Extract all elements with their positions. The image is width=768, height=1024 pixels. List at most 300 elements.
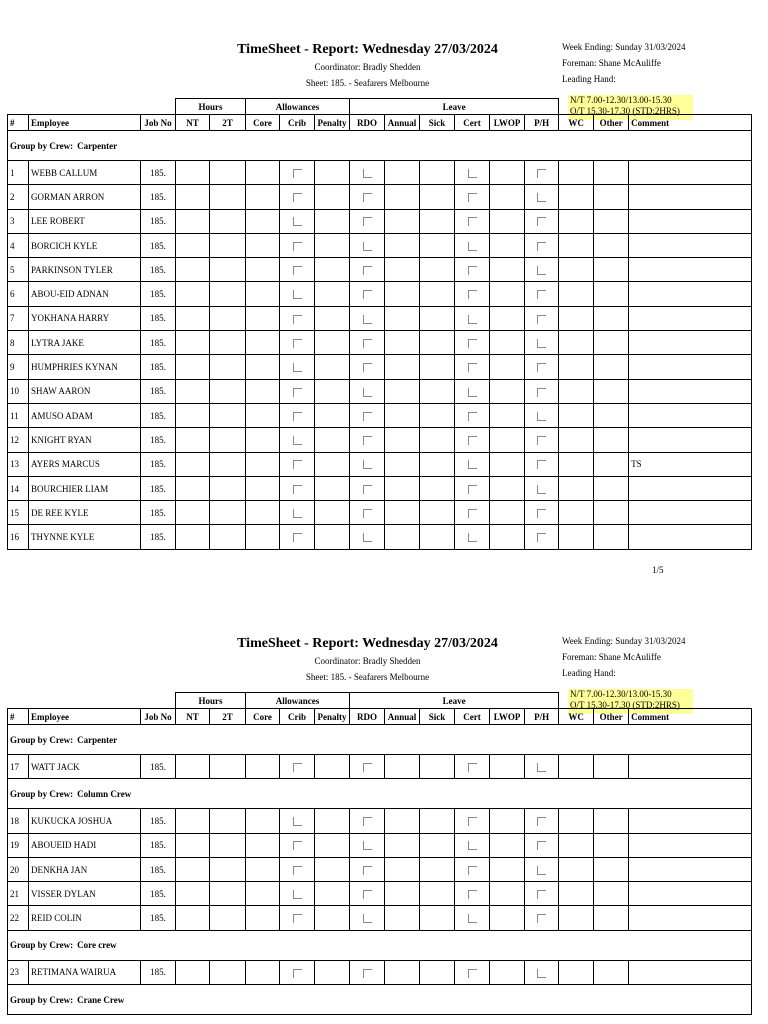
checkbox[interactable] bbox=[468, 866, 477, 875]
time-entry-cell[interactable] bbox=[280, 306, 315, 330]
time-entry-cell[interactable] bbox=[420, 809, 455, 833]
time-entry-cell[interactable] bbox=[594, 809, 629, 833]
time-entry-cell[interactable] bbox=[246, 476, 280, 500]
time-entry-cell[interactable] bbox=[594, 185, 629, 209]
time-entry-cell[interactable] bbox=[176, 331, 210, 355]
time-entry-cell[interactable] bbox=[280, 960, 315, 984]
checkbox[interactable] bbox=[468, 242, 477, 251]
comment-cell[interactable] bbox=[629, 355, 752, 379]
checkbox[interactable] bbox=[468, 412, 477, 421]
time-entry-cell[interactable] bbox=[559, 525, 594, 549]
checkbox[interactable] bbox=[537, 460, 546, 469]
time-entry-cell[interactable] bbox=[246, 428, 280, 452]
time-entry-cell[interactable] bbox=[525, 755, 559, 779]
time-entry-cell[interactable] bbox=[246, 857, 280, 881]
time-entry-cell[interactable] bbox=[246, 525, 280, 549]
comment-cell[interactable] bbox=[629, 809, 752, 833]
time-entry-cell[interactable] bbox=[594, 960, 629, 984]
time-entry-cell[interactable] bbox=[176, 882, 210, 906]
time-entry-cell[interactable] bbox=[315, 525, 350, 549]
checkbox[interactable] bbox=[537, 866, 546, 875]
time-entry-cell[interactable] bbox=[246, 906, 280, 930]
time-entry-cell[interactable] bbox=[176, 403, 210, 427]
time-entry-cell[interactable] bbox=[455, 882, 490, 906]
time-entry-cell[interactable] bbox=[420, 161, 455, 185]
checkbox[interactable] bbox=[363, 763, 372, 772]
time-entry-cell[interactable] bbox=[315, 960, 350, 984]
time-entry-cell[interactable] bbox=[594, 833, 629, 857]
time-entry-cell[interactable] bbox=[350, 331, 385, 355]
time-entry-cell[interactable] bbox=[385, 906, 420, 930]
checkbox[interactable] bbox=[468, 193, 477, 202]
time-entry-cell[interactable] bbox=[490, 379, 525, 403]
time-entry-cell[interactable] bbox=[525, 476, 559, 500]
time-entry-cell[interactable] bbox=[210, 452, 246, 476]
checkbox[interactable] bbox=[537, 266, 546, 275]
time-entry-cell[interactable] bbox=[176, 379, 210, 403]
time-entry-cell[interactable] bbox=[455, 282, 490, 306]
time-entry-cell[interactable] bbox=[280, 331, 315, 355]
time-entry-cell[interactable] bbox=[559, 960, 594, 984]
time-entry-cell[interactable] bbox=[315, 403, 350, 427]
checkbox[interactable] bbox=[363, 914, 372, 923]
time-entry-cell[interactable] bbox=[350, 525, 385, 549]
checkbox[interactable] bbox=[468, 266, 477, 275]
checkbox[interactable] bbox=[293, 969, 302, 978]
time-entry-cell[interactable] bbox=[455, 452, 490, 476]
checkbox[interactable] bbox=[537, 242, 546, 251]
time-entry-cell[interactable] bbox=[420, 501, 455, 525]
time-entry-cell[interactable] bbox=[280, 755, 315, 779]
time-entry-cell[interactable] bbox=[455, 833, 490, 857]
time-entry-cell[interactable] bbox=[246, 379, 280, 403]
time-entry-cell[interactable] bbox=[315, 882, 350, 906]
time-entry-cell[interactable] bbox=[525, 379, 559, 403]
time-entry-cell[interactable] bbox=[350, 355, 385, 379]
comment-cell[interactable] bbox=[629, 755, 752, 779]
time-entry-cell[interactable] bbox=[455, 755, 490, 779]
comment-cell[interactable] bbox=[629, 906, 752, 930]
time-entry-cell[interactable] bbox=[315, 833, 350, 857]
time-entry-cell[interactable] bbox=[315, 161, 350, 185]
time-entry-cell[interactable] bbox=[176, 755, 210, 779]
checkbox[interactable] bbox=[293, 412, 302, 421]
time-entry-cell[interactable] bbox=[280, 379, 315, 403]
time-entry-cell[interactable] bbox=[350, 501, 385, 525]
checkbox[interactable] bbox=[537, 969, 546, 978]
time-entry-cell[interactable] bbox=[246, 258, 280, 282]
checkbox[interactable] bbox=[537, 436, 546, 445]
checkbox[interactable] bbox=[293, 841, 302, 850]
time-entry-cell[interactable] bbox=[559, 882, 594, 906]
time-entry-cell[interactable] bbox=[490, 857, 525, 881]
time-entry-cell[interactable] bbox=[246, 355, 280, 379]
checkbox[interactable] bbox=[468, 339, 477, 348]
checkbox[interactable] bbox=[468, 509, 477, 518]
time-entry-cell[interactable] bbox=[490, 501, 525, 525]
time-entry-cell[interactable] bbox=[350, 282, 385, 306]
time-entry-cell[interactable] bbox=[559, 161, 594, 185]
time-entry-cell[interactable] bbox=[210, 476, 246, 500]
comment-cell[interactable] bbox=[629, 960, 752, 984]
comment-cell[interactable] bbox=[629, 209, 752, 233]
time-entry-cell[interactable] bbox=[455, 233, 490, 257]
time-entry-cell[interactable] bbox=[385, 282, 420, 306]
checkbox[interactable] bbox=[537, 533, 546, 542]
time-entry-cell[interactable] bbox=[385, 306, 420, 330]
time-entry-cell[interactable] bbox=[280, 233, 315, 257]
time-entry-cell[interactable] bbox=[559, 209, 594, 233]
checkbox[interactable] bbox=[293, 266, 302, 275]
time-entry-cell[interactable] bbox=[350, 833, 385, 857]
time-entry-cell[interactable] bbox=[490, 476, 525, 500]
time-entry-cell[interactable] bbox=[176, 282, 210, 306]
time-entry-cell[interactable] bbox=[315, 233, 350, 257]
time-entry-cell[interactable] bbox=[280, 258, 315, 282]
checkbox[interactable] bbox=[537, 509, 546, 518]
checkbox[interactable] bbox=[468, 169, 477, 178]
time-entry-cell[interactable] bbox=[420, 906, 455, 930]
time-entry-cell[interactable] bbox=[246, 282, 280, 306]
checkbox[interactable] bbox=[293, 339, 302, 348]
time-entry-cell[interactable] bbox=[246, 161, 280, 185]
time-entry-cell[interactable] bbox=[594, 258, 629, 282]
checkbox[interactable] bbox=[468, 763, 477, 772]
time-entry-cell[interactable] bbox=[350, 906, 385, 930]
time-entry-cell[interactable] bbox=[210, 525, 246, 549]
time-entry-cell[interactable] bbox=[525, 833, 559, 857]
time-entry-cell[interactable] bbox=[594, 755, 629, 779]
time-entry-cell[interactable] bbox=[594, 428, 629, 452]
time-entry-cell[interactable] bbox=[525, 428, 559, 452]
time-entry-cell[interactable] bbox=[594, 161, 629, 185]
time-entry-cell[interactable] bbox=[385, 501, 420, 525]
time-entry-cell[interactable] bbox=[385, 809, 420, 833]
time-entry-cell[interactable] bbox=[559, 355, 594, 379]
time-entry-cell[interactable] bbox=[280, 476, 315, 500]
time-entry-cell[interactable] bbox=[559, 833, 594, 857]
time-entry-cell[interactable] bbox=[210, 906, 246, 930]
time-entry-cell[interactable] bbox=[594, 403, 629, 427]
checkbox[interactable] bbox=[293, 315, 302, 324]
time-entry-cell[interactable] bbox=[420, 185, 455, 209]
time-entry-cell[interactable] bbox=[385, 258, 420, 282]
time-entry-cell[interactable] bbox=[210, 833, 246, 857]
time-entry-cell[interactable] bbox=[315, 428, 350, 452]
checkbox[interactable] bbox=[293, 193, 302, 202]
time-entry-cell[interactable] bbox=[559, 906, 594, 930]
time-entry-cell[interactable] bbox=[490, 428, 525, 452]
time-entry-cell[interactable] bbox=[176, 233, 210, 257]
time-entry-cell[interactable] bbox=[280, 161, 315, 185]
checkbox[interactable] bbox=[468, 969, 477, 978]
time-entry-cell[interactable] bbox=[490, 209, 525, 233]
checkbox[interactable] bbox=[363, 890, 372, 899]
time-entry-cell[interactable] bbox=[455, 306, 490, 330]
checkbox[interactable] bbox=[468, 841, 477, 850]
time-entry-cell[interactable] bbox=[210, 185, 246, 209]
time-entry-cell[interactable] bbox=[176, 161, 210, 185]
time-entry-cell[interactable] bbox=[559, 755, 594, 779]
checkbox[interactable] bbox=[468, 315, 477, 324]
time-entry-cell[interactable] bbox=[525, 282, 559, 306]
time-entry-cell[interactable] bbox=[385, 525, 420, 549]
time-entry-cell[interactable] bbox=[176, 833, 210, 857]
checkbox[interactable] bbox=[468, 890, 477, 899]
time-entry-cell[interactable] bbox=[210, 355, 246, 379]
checkbox[interactable] bbox=[363, 509, 372, 518]
time-entry-cell[interactable] bbox=[246, 501, 280, 525]
checkbox[interactable] bbox=[293, 290, 302, 299]
time-entry-cell[interactable] bbox=[559, 809, 594, 833]
time-entry-cell[interactable] bbox=[176, 476, 210, 500]
time-entry-cell[interactable] bbox=[455, 185, 490, 209]
time-entry-cell[interactable] bbox=[490, 525, 525, 549]
comment-cell[interactable] bbox=[629, 161, 752, 185]
checkbox[interactable] bbox=[537, 217, 546, 226]
time-entry-cell[interactable] bbox=[525, 525, 559, 549]
time-entry-cell[interactable] bbox=[315, 355, 350, 379]
time-entry-cell[interactable] bbox=[594, 331, 629, 355]
comment-cell[interactable] bbox=[629, 185, 752, 209]
comment-cell[interactable] bbox=[629, 501, 752, 525]
checkbox[interactable] bbox=[537, 290, 546, 299]
time-entry-cell[interactable] bbox=[176, 857, 210, 881]
time-entry-cell[interactable] bbox=[385, 233, 420, 257]
time-entry-cell[interactable] bbox=[315, 331, 350, 355]
checkbox[interactable] bbox=[293, 169, 302, 178]
comment-cell[interactable] bbox=[629, 428, 752, 452]
time-entry-cell[interactable] bbox=[420, 233, 455, 257]
time-entry-cell[interactable] bbox=[420, 209, 455, 233]
time-entry-cell[interactable] bbox=[280, 833, 315, 857]
time-entry-cell[interactable] bbox=[210, 306, 246, 330]
time-entry-cell[interactable] bbox=[246, 403, 280, 427]
time-entry-cell[interactable] bbox=[490, 452, 525, 476]
time-entry-cell[interactable] bbox=[490, 755, 525, 779]
checkbox[interactable] bbox=[293, 460, 302, 469]
time-entry-cell[interactable] bbox=[246, 452, 280, 476]
checkbox[interactable] bbox=[293, 817, 302, 826]
time-entry-cell[interactable] bbox=[420, 476, 455, 500]
time-entry-cell[interactable] bbox=[385, 428, 420, 452]
time-entry-cell[interactable] bbox=[385, 161, 420, 185]
comment-cell[interactable] bbox=[629, 306, 752, 330]
time-entry-cell[interactable] bbox=[455, 209, 490, 233]
checkbox[interactable] bbox=[468, 290, 477, 299]
time-entry-cell[interactable] bbox=[385, 857, 420, 881]
comment-cell[interactable] bbox=[629, 476, 752, 500]
comment-cell[interactable] bbox=[629, 379, 752, 403]
checkbox[interactable] bbox=[537, 763, 546, 772]
time-entry-cell[interactable] bbox=[350, 403, 385, 427]
checkbox[interactable] bbox=[468, 436, 477, 445]
time-entry-cell[interactable] bbox=[315, 258, 350, 282]
checkbox[interactable] bbox=[363, 315, 372, 324]
time-entry-cell[interactable] bbox=[594, 501, 629, 525]
time-entry-cell[interactable] bbox=[176, 809, 210, 833]
time-entry-cell[interactable] bbox=[210, 161, 246, 185]
time-entry-cell[interactable] bbox=[210, 282, 246, 306]
time-entry-cell[interactable] bbox=[385, 185, 420, 209]
time-entry-cell[interactable] bbox=[315, 282, 350, 306]
time-entry-cell[interactable] bbox=[350, 882, 385, 906]
checkbox[interactable] bbox=[468, 914, 477, 923]
time-entry-cell[interactable] bbox=[210, 331, 246, 355]
checkbox[interactable] bbox=[293, 866, 302, 875]
time-entry-cell[interactable] bbox=[350, 857, 385, 881]
time-entry-cell[interactable] bbox=[385, 355, 420, 379]
checkbox[interactable] bbox=[293, 436, 302, 445]
time-entry-cell[interactable] bbox=[350, 161, 385, 185]
time-entry-cell[interactable] bbox=[420, 857, 455, 881]
time-entry-cell[interactable] bbox=[559, 306, 594, 330]
time-entry-cell[interactable] bbox=[350, 306, 385, 330]
time-entry-cell[interactable] bbox=[455, 906, 490, 930]
time-entry-cell[interactable] bbox=[490, 355, 525, 379]
time-entry-cell[interactable] bbox=[176, 501, 210, 525]
checkbox[interactable] bbox=[537, 841, 546, 850]
time-entry-cell[interactable] bbox=[315, 501, 350, 525]
time-entry-cell[interactable] bbox=[455, 501, 490, 525]
time-entry-cell[interactable] bbox=[385, 403, 420, 427]
time-entry-cell[interactable] bbox=[525, 501, 559, 525]
checkbox[interactable] bbox=[537, 914, 546, 923]
time-entry-cell[interactable] bbox=[315, 755, 350, 779]
time-entry-cell[interactable] bbox=[315, 452, 350, 476]
time-entry-cell[interactable] bbox=[559, 282, 594, 306]
time-entry-cell[interactable] bbox=[210, 960, 246, 984]
comment-cell[interactable] bbox=[629, 258, 752, 282]
time-entry-cell[interactable] bbox=[210, 882, 246, 906]
checkbox[interactable] bbox=[537, 890, 546, 899]
time-entry-cell[interactable] bbox=[594, 857, 629, 881]
time-entry-cell[interactable] bbox=[455, 258, 490, 282]
checkbox[interactable] bbox=[468, 460, 477, 469]
time-entry-cell[interactable] bbox=[490, 833, 525, 857]
time-entry-cell[interactable] bbox=[210, 403, 246, 427]
time-entry-cell[interactable] bbox=[280, 857, 315, 881]
time-entry-cell[interactable] bbox=[246, 833, 280, 857]
time-entry-cell[interactable] bbox=[246, 306, 280, 330]
time-entry-cell[interactable] bbox=[176, 258, 210, 282]
checkbox[interactable] bbox=[293, 363, 302, 372]
time-entry-cell[interactable] bbox=[490, 809, 525, 833]
time-entry-cell[interactable] bbox=[455, 525, 490, 549]
time-entry-cell[interactable] bbox=[315, 476, 350, 500]
time-entry-cell[interactable] bbox=[385, 882, 420, 906]
time-entry-cell[interactable] bbox=[525, 331, 559, 355]
time-entry-cell[interactable] bbox=[210, 209, 246, 233]
checkbox[interactable] bbox=[293, 217, 302, 226]
time-entry-cell[interactable] bbox=[559, 428, 594, 452]
time-entry-cell[interactable] bbox=[420, 258, 455, 282]
time-entry-cell[interactable] bbox=[350, 960, 385, 984]
checkbox[interactable] bbox=[293, 533, 302, 542]
time-entry-cell[interactable] bbox=[594, 906, 629, 930]
checkbox[interactable] bbox=[293, 914, 302, 923]
checkbox[interactable] bbox=[293, 388, 302, 397]
time-entry-cell[interactable] bbox=[594, 476, 629, 500]
time-entry-cell[interactable] bbox=[176, 185, 210, 209]
time-entry-cell[interactable] bbox=[350, 452, 385, 476]
checkbox[interactable] bbox=[468, 363, 477, 372]
checkbox[interactable] bbox=[363, 290, 372, 299]
checkbox[interactable] bbox=[537, 315, 546, 324]
time-entry-cell[interactable] bbox=[455, 809, 490, 833]
time-entry-cell[interactable] bbox=[490, 960, 525, 984]
time-entry-cell[interactable] bbox=[594, 882, 629, 906]
time-entry-cell[interactable] bbox=[420, 755, 455, 779]
checkbox[interactable] bbox=[363, 817, 372, 826]
time-entry-cell[interactable] bbox=[525, 355, 559, 379]
time-entry-cell[interactable] bbox=[559, 452, 594, 476]
checkbox[interactable] bbox=[468, 817, 477, 826]
time-entry-cell[interactable] bbox=[385, 379, 420, 403]
time-entry-cell[interactable] bbox=[210, 258, 246, 282]
time-entry-cell[interactable] bbox=[210, 857, 246, 881]
time-entry-cell[interactable] bbox=[420, 882, 455, 906]
time-entry-cell[interactable] bbox=[176, 355, 210, 379]
time-entry-cell[interactable] bbox=[490, 161, 525, 185]
time-entry-cell[interactable] bbox=[559, 233, 594, 257]
time-entry-cell[interactable] bbox=[455, 428, 490, 452]
checkbox[interactable] bbox=[363, 363, 372, 372]
checkbox[interactable] bbox=[468, 533, 477, 542]
time-entry-cell[interactable] bbox=[420, 428, 455, 452]
time-entry-cell[interactable] bbox=[525, 857, 559, 881]
time-entry-cell[interactable] bbox=[490, 185, 525, 209]
time-entry-cell[interactable] bbox=[350, 258, 385, 282]
time-entry-cell[interactable] bbox=[594, 379, 629, 403]
checkbox[interactable] bbox=[363, 193, 372, 202]
time-entry-cell[interactable] bbox=[315, 185, 350, 209]
checkbox[interactable] bbox=[537, 412, 546, 421]
time-entry-cell[interactable] bbox=[559, 403, 594, 427]
comment-cell[interactable] bbox=[629, 882, 752, 906]
time-entry-cell[interactable] bbox=[350, 233, 385, 257]
time-entry-cell[interactable] bbox=[246, 809, 280, 833]
time-entry-cell[interactable] bbox=[490, 331, 525, 355]
time-entry-cell[interactable] bbox=[420, 379, 455, 403]
time-entry-cell[interactable] bbox=[315, 306, 350, 330]
checkbox[interactable] bbox=[537, 388, 546, 397]
time-entry-cell[interactable] bbox=[385, 476, 420, 500]
time-entry-cell[interactable] bbox=[490, 233, 525, 257]
time-entry-cell[interactable] bbox=[280, 452, 315, 476]
time-entry-cell[interactable] bbox=[280, 403, 315, 427]
checkbox[interactable] bbox=[363, 436, 372, 445]
time-entry-cell[interactable] bbox=[350, 185, 385, 209]
checkbox[interactable] bbox=[363, 169, 372, 178]
time-entry-cell[interactable] bbox=[455, 857, 490, 881]
checkbox[interactable] bbox=[363, 266, 372, 275]
time-entry-cell[interactable] bbox=[525, 960, 559, 984]
time-entry-cell[interactable] bbox=[210, 233, 246, 257]
time-entry-cell[interactable] bbox=[420, 306, 455, 330]
time-entry-cell[interactable] bbox=[350, 755, 385, 779]
time-entry-cell[interactable] bbox=[280, 209, 315, 233]
time-entry-cell[interactable] bbox=[525, 306, 559, 330]
time-entry-cell[interactable] bbox=[594, 282, 629, 306]
time-entry-cell[interactable] bbox=[559, 379, 594, 403]
checkbox[interactable] bbox=[363, 866, 372, 875]
time-entry-cell[interactable] bbox=[246, 755, 280, 779]
checkbox[interactable] bbox=[537, 485, 546, 494]
checkbox[interactable] bbox=[293, 485, 302, 494]
time-entry-cell[interactable] bbox=[525, 882, 559, 906]
comment-cell[interactable] bbox=[629, 282, 752, 306]
